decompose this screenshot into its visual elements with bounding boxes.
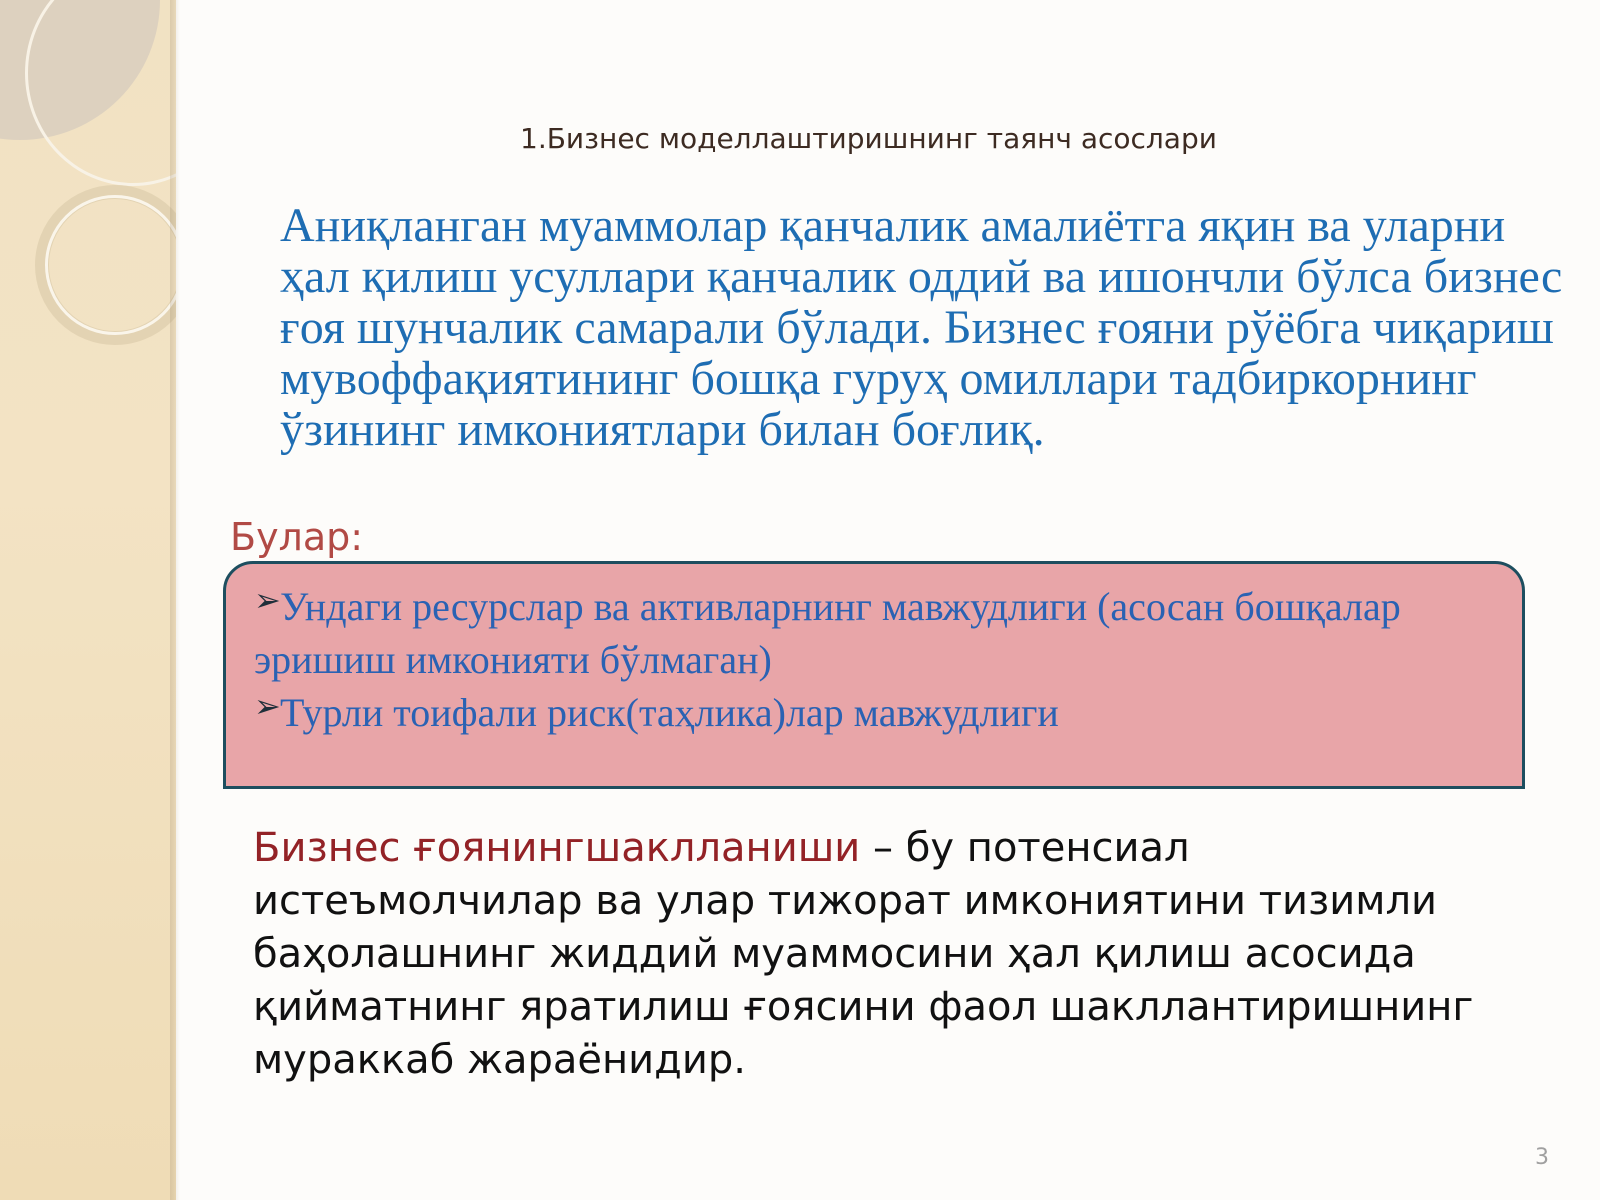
decorative-side-band — [0, 0, 176, 1200]
page-number: 3 — [1535, 1145, 1549, 1170]
side-band-shadow — [170, 0, 180, 1200]
bullet-item — [254, 686, 1502, 739]
definition-term: Бизнес ғоянингшаклланиши — [253, 825, 861, 871]
subheading: Булар: — [230, 515, 364, 559]
slide-title: 1.Бизнес моделлаштиришнинг таянч асослари — [520, 122, 1217, 155]
definition-body: – бу потенсиал истеъмолчилар ва улар тижорат имкониятини тизимли баҳолашнинг жиддий муаммосини ҳал қилиш асосида қийматнинг яратилиш ғоясини фаол шакллантиришнинг мураккаб жараёнидир. — [253, 825, 1474, 1083]
bullet-box — [223, 561, 1525, 789]
main-paragraph: Аниқланган муаммолар қанчалик амалиётга яқин ва уларни ҳал қилиш усуллари қанчалик оддий ва ишончли бўлса бизнес ғоя шунчалик самарали бўлади. Бизнес ғояни рўёбга чиқариш мувоффақиятининг бошқа гуруҳ омиллари тадбиркорнинг ўзининг имкониятлари билан боғлиқ. — [280, 199, 1563, 456]
bullet-text: Ундаги ресурслар ва активларнинг мавжудлиги (асосан бошқалар эришиш имконияти бўлмаган) — [254, 584, 1401, 682]
arrow-bullet-icon: ➢ — [254, 582, 281, 618]
definition-paragraph — [253, 822, 1513, 1087]
bullet-item — [254, 580, 1502, 686]
arrow-bullet-icon: ➢ — [254, 688, 281, 724]
bullet-text: Турли тоифали риск(таҳлика)лар мавжудлиги — [280, 690, 1059, 735]
decorative-ring — [45, 195, 176, 335]
decorative-ring — [25, 0, 176, 186]
